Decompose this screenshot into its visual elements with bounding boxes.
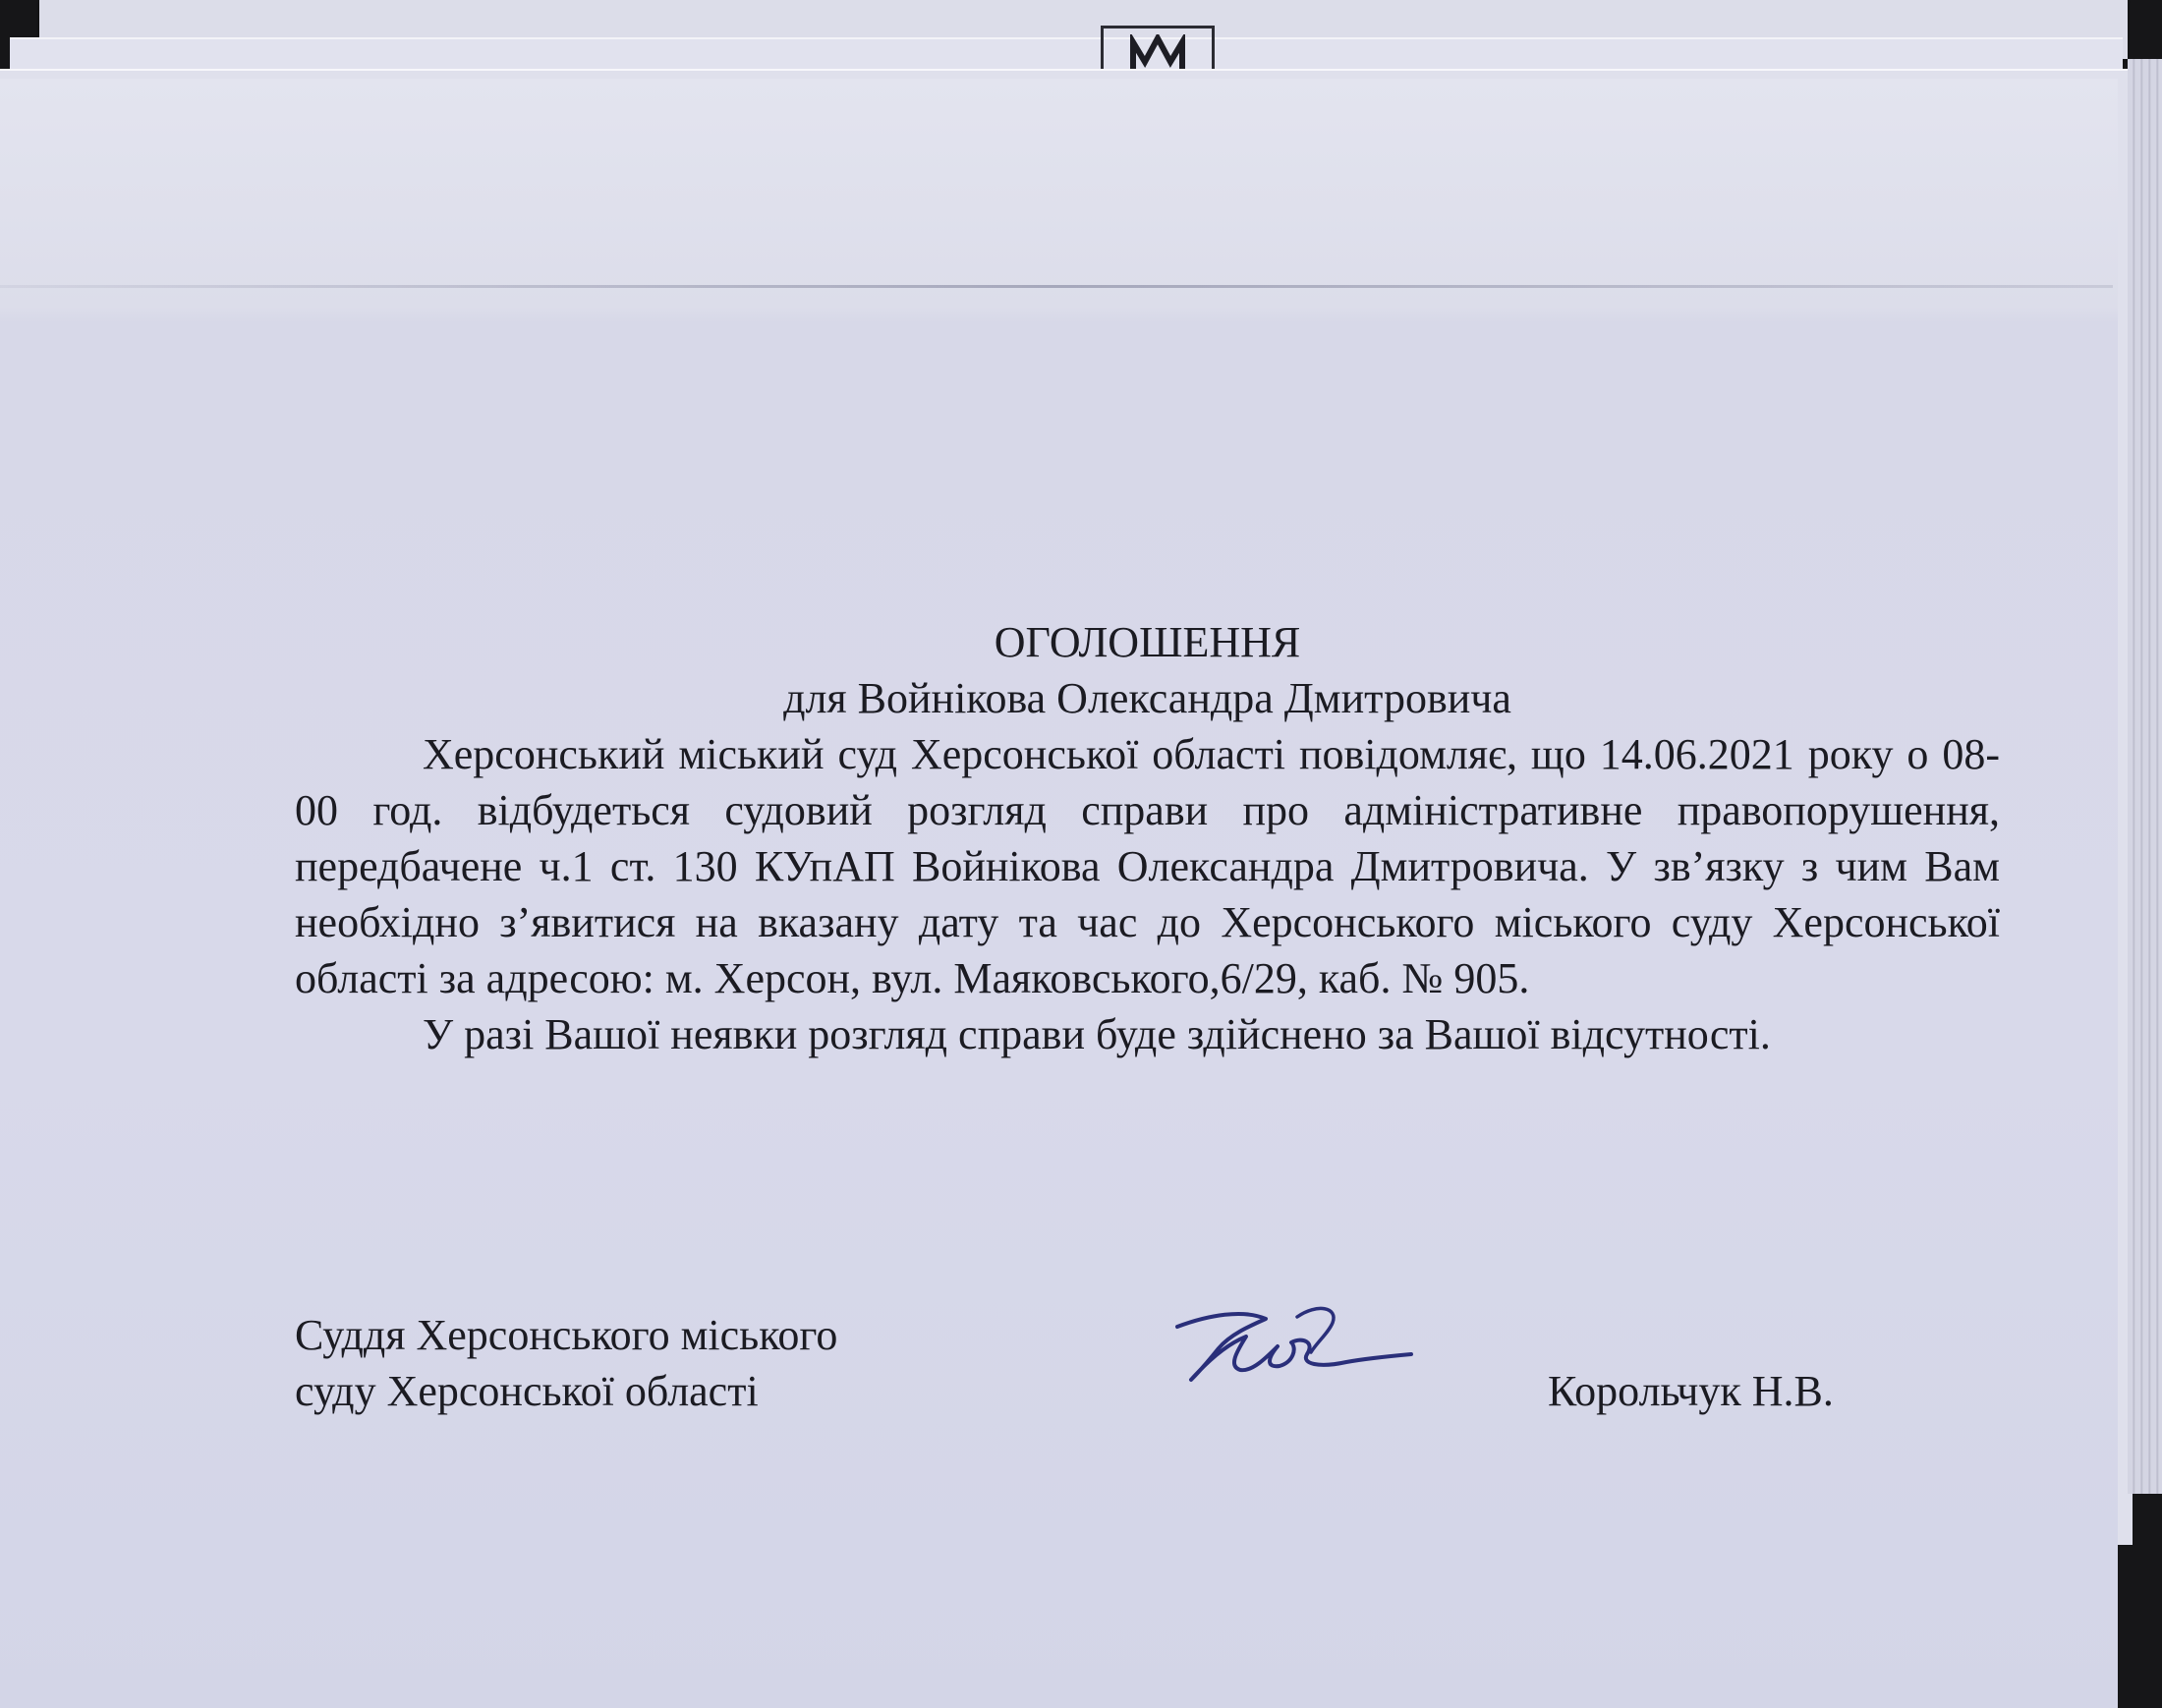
judge-name: Корольчук Н.В. — [1548, 1367, 1834, 1415]
handwritten-signature — [1150, 1297, 1415, 1405]
paper-stack-edges — [2128, 59, 2162, 1494]
judge-position — [295, 1307, 837, 1419]
notice-paragraph-main: Херсонський міський суд Херсонської області повідомляє, що 14.06.2021 року о 08-00 год. відбудеться судовий розгляд справи про адміністративне правопорушення, передбачене ч.1 ст. 130 КУпАП Войнікова Олександра Дмитровича. У зв’язку з чим Вам необхідно з’явитися на вказану дату та час до Херсонського міського суду Херсонської області за адресою: м. Херсон, вул. Маяковського,6/29, каб. № 905. — [295, 730, 2000, 1002]
judge-position-line2: суду Херсонської області — [295, 1367, 759, 1415]
notice-title: ОГОЛОШЕННЯ — [994, 618, 1301, 666]
trident-emblem-icon — [1101, 26, 1215, 74]
sheet-fold-line — [0, 285, 2113, 288]
judge-position-line1: Суддя Херсонського міського — [295, 1311, 838, 1359]
notice-body — [295, 614, 2000, 1062]
notice-addressee: для Войнікова Олександра Дмитровича — [783, 674, 1511, 722]
notice-paragraph-absence: У разі Вашої неявки розгляд справи буде здійснено за Вашої відсутності. — [423, 1010, 1771, 1058]
